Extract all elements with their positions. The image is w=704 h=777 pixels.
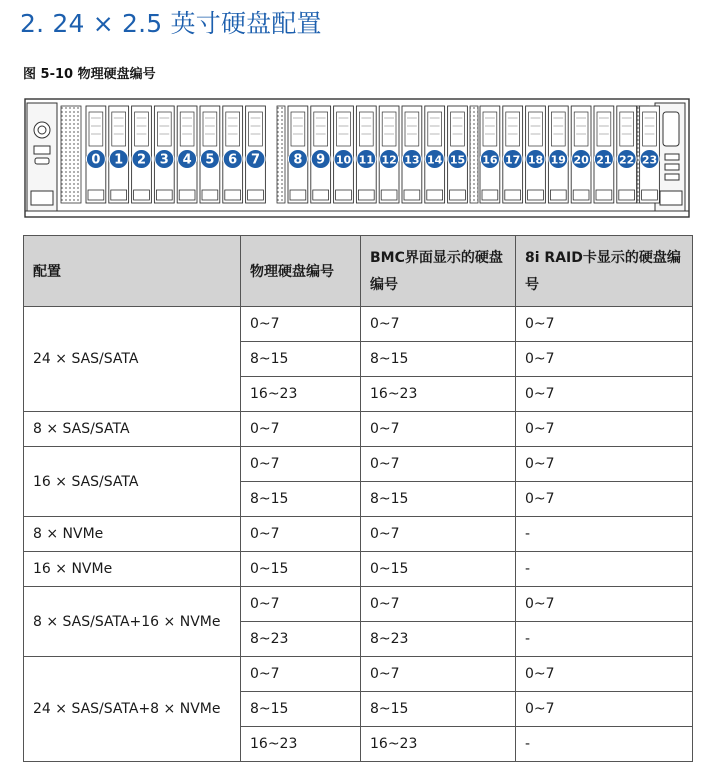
bmc-number-cell: 0~7 — [361, 307, 516, 342]
drive-handle — [88, 190, 104, 200]
drive-handle — [427, 190, 443, 200]
usb-port-icon-2 — [665, 164, 679, 170]
right-ear-tab — [660, 191, 682, 205]
drive-latch — [203, 112, 217, 146]
drive-handle — [313, 190, 329, 200]
left-ear-tab — [31, 191, 53, 205]
bay-number-label: 7 — [250, 152, 261, 168]
config-cell: 16 × SAS/SATA — [24, 447, 241, 517]
drive-handle — [573, 190, 589, 200]
physical-number-cell: 8~15 — [241, 482, 361, 517]
raid-number-cell: - — [516, 517, 693, 552]
drive-latch — [551, 112, 565, 146]
bay-number-label: 13 — [404, 153, 420, 167]
drive-bay — [526, 106, 546, 203]
drive-bay — [177, 106, 197, 203]
raid-number-cell: 0~7 — [516, 307, 693, 342]
bmc-number-cell: 8~15 — [361, 692, 516, 727]
drive-handle — [202, 190, 218, 200]
physical-number-cell: 0~7 — [241, 657, 361, 692]
bmc-number-cell: 8~23 — [361, 622, 516, 657]
bay-number-label: 12 — [381, 153, 397, 167]
drive-latch — [405, 112, 419, 146]
raid-number-cell: 0~7 — [516, 447, 693, 482]
bay-number-label: 11 — [358, 153, 374, 167]
drive-handle — [450, 190, 466, 200]
drive-handle — [156, 190, 172, 200]
left-vent-grille — [61, 106, 81, 203]
drive-bay — [200, 106, 220, 203]
drive-bay — [132, 106, 152, 203]
config-cell: 24 × SAS/SATA — [24, 307, 241, 412]
drive-latch — [180, 112, 194, 146]
raid-number-cell: - — [516, 622, 693, 657]
drive-handle — [482, 190, 498, 200]
drive-latch — [157, 112, 171, 146]
raid-number-cell: 0~7 — [516, 657, 693, 692]
table-row — [24, 517, 693, 552]
bay-number-label: 1 — [114, 152, 124, 168]
drive-handle — [381, 190, 397, 200]
drive-bay — [334, 106, 354, 203]
bay-number-label: 22 — [619, 153, 635, 167]
usb-port-icon-3 — [665, 174, 679, 180]
physical-number-cell: 0~7 — [241, 447, 361, 482]
drive-handle — [179, 190, 195, 200]
drive-latch — [359, 112, 373, 146]
bmc-number-cell: 0~7 — [361, 587, 516, 622]
bmc-number-cell: 8~15 — [361, 482, 516, 517]
table-row — [24, 552, 693, 587]
drive-latch — [506, 112, 520, 146]
drive-bay — [503, 106, 523, 203]
drive-handle — [290, 190, 306, 200]
bay-number-label: 8 — [293, 152, 303, 168]
drive-config-table — [23, 235, 693, 762]
drive-bay — [640, 106, 660, 203]
usb-port-icon — [35, 158, 49, 164]
drive-bay — [356, 106, 376, 203]
table-header-row — [24, 236, 693, 307]
header-bmc-number: BMC界面显示的硬盘编号 — [361, 236, 516, 307]
physical-number-cell: 0~7 — [241, 517, 361, 552]
physical-number-cell: 8~15 — [241, 342, 361, 377]
bay-number-label: 14 — [427, 153, 443, 167]
bay-number-label: 18 — [527, 153, 544, 167]
drive-handle — [596, 190, 612, 200]
drive-latch — [428, 112, 442, 146]
bmc-number-cell: 8~15 — [361, 342, 516, 377]
table-body — [24, 307, 693, 762]
bay-number-label: 9 — [316, 152, 326, 168]
drive-latch — [451, 112, 465, 146]
physical-number-cell: 0~15 — [241, 552, 361, 587]
bmc-number-cell: 0~7 — [361, 517, 516, 552]
physical-number-cell: 8~23 — [241, 622, 361, 657]
bay-number-label: 20 — [573, 153, 589, 167]
bay-number-label: 19 — [550, 153, 566, 167]
section-heading: 2. 24 × 2.5 英寸硬盘配置 — [20, 9, 322, 38]
raid-number-cell: 0~7 — [516, 342, 693, 377]
drive-latch — [620, 112, 634, 146]
physical-number-cell: 16~23 — [241, 377, 361, 412]
drive-bay — [311, 106, 331, 203]
drive-bay — [246, 106, 266, 203]
raid-number-cell: 0~7 — [516, 377, 693, 412]
drive-latch — [597, 112, 611, 146]
physical-number-cell: 0~7 — [241, 307, 361, 342]
drive-bay — [548, 106, 568, 203]
drive-latch — [574, 112, 588, 146]
server-front-panel-figure — [24, 98, 690, 222]
drive-latch — [314, 112, 328, 146]
drive-latch — [89, 112, 103, 146]
physical-number-cell: 0~7 — [241, 587, 361, 622]
config-cell: 8 × SAS/SATA — [24, 412, 241, 447]
drive-handle — [225, 190, 241, 200]
drive-handle — [134, 190, 150, 200]
drive-bay — [379, 106, 399, 203]
bay-number-label: 23 — [641, 153, 658, 167]
physical-number-cell: 8~15 — [241, 692, 361, 727]
drive-latch — [135, 112, 149, 146]
bay-number-label: 3 — [159, 152, 169, 168]
drive-bay — [288, 106, 308, 203]
drive-latch — [249, 112, 263, 146]
raid-number-cell: 0~7 — [516, 482, 693, 517]
bay-number-label: 2 — [136, 152, 147, 168]
drive-bay — [109, 106, 129, 203]
drive-latch — [529, 112, 543, 146]
drive-handle — [642, 190, 658, 200]
drive-handle — [619, 190, 635, 200]
middle-vent-grille-1 — [277, 106, 285, 203]
drive-latch — [112, 112, 126, 146]
drive-handle — [505, 190, 521, 200]
physical-number-cell: 0~7 — [241, 412, 361, 447]
bay-number-label: 4 — [182, 152, 192, 168]
header-raid-number: 8i RAID卡显示的硬盘编号 — [516, 236, 693, 307]
drive-handle — [528, 190, 544, 200]
drive-latch — [226, 112, 240, 146]
raid-number-cell: 0~7 — [516, 692, 693, 727]
header-config: 配置 — [24, 236, 241, 307]
drive-bay — [594, 106, 614, 203]
bay-number-label: 6 — [228, 152, 238, 168]
drive-bays — [86, 106, 659, 203]
table-row — [24, 447, 693, 482]
config-cell: 24 × SAS/SATA+8 × NVMe — [24, 657, 241, 762]
drive-handle — [358, 190, 374, 200]
bay-number-label: 21 — [596, 153, 612, 167]
raid-number-cell: 0~7 — [516, 587, 693, 622]
drive-bay — [425, 106, 445, 203]
drive-latch — [337, 112, 351, 146]
drive-bay — [617, 106, 637, 203]
config-cell: 16 × NVMe — [24, 552, 241, 587]
drive-latch — [382, 112, 396, 146]
drive-handle — [336, 190, 352, 200]
usb-port-icon-1 — [665, 154, 679, 160]
drive-bay — [86, 106, 106, 203]
drive-bay — [448, 106, 468, 203]
drive-bay — [571, 106, 591, 203]
bmc-number-cell: 0~7 — [361, 657, 516, 692]
physical-number-cell: 16~23 — [241, 727, 361, 762]
table-row — [24, 657, 693, 692]
raid-number-cell: 0~7 — [516, 412, 693, 447]
table-row — [24, 307, 693, 342]
bmc-number-cell: 16~23 — [361, 377, 516, 412]
config-cell: 8 × SAS/SATA+16 × NVMe — [24, 587, 241, 657]
drive-latch — [483, 112, 497, 146]
bay-number-label: 16 — [482, 153, 498, 167]
drive-bay — [154, 106, 174, 203]
raid-number-cell: - — [516, 552, 693, 587]
drive-bay — [480, 106, 500, 203]
table-row — [24, 412, 693, 447]
bay-number-label: 15 — [449, 153, 466, 167]
drive-bay — [223, 106, 243, 203]
server-front-panel-drawing — [24, 98, 690, 222]
bmc-number-cell: 16~23 — [361, 727, 516, 762]
drive-latch — [643, 112, 657, 146]
drive-handle — [111, 190, 127, 200]
header-physical-number: 物理硬盘编号 — [241, 236, 361, 307]
bay-number-label: 17 — [505, 153, 521, 167]
drive-latch — [291, 112, 305, 146]
power-button-inner — [38, 126, 46, 134]
middle-vent-grille-2 — [470, 106, 478, 203]
drive-handle — [248, 190, 264, 200]
bay-number-label: 10 — [335, 153, 352, 167]
drive-bay — [402, 106, 422, 203]
drive-handle — [404, 190, 420, 200]
bay-number-label: 0 — [91, 152, 101, 168]
config-cell: 8 × NVMe — [24, 517, 241, 552]
vga-port-icon — [663, 112, 679, 146]
bmc-number-cell: 0~15 — [361, 552, 516, 587]
bmc-number-cell: 0~7 — [361, 447, 516, 482]
table-row — [24, 587, 693, 622]
figure-caption: 图 5-10 物理硬盘编号 — [23, 67, 156, 82]
bmc-number-cell: 0~7 — [361, 412, 516, 447]
drive-handle — [550, 190, 566, 200]
raid-number-cell: - — [516, 727, 693, 762]
uid-button-icon — [34, 146, 50, 154]
bay-number-label: 5 — [205, 152, 215, 168]
